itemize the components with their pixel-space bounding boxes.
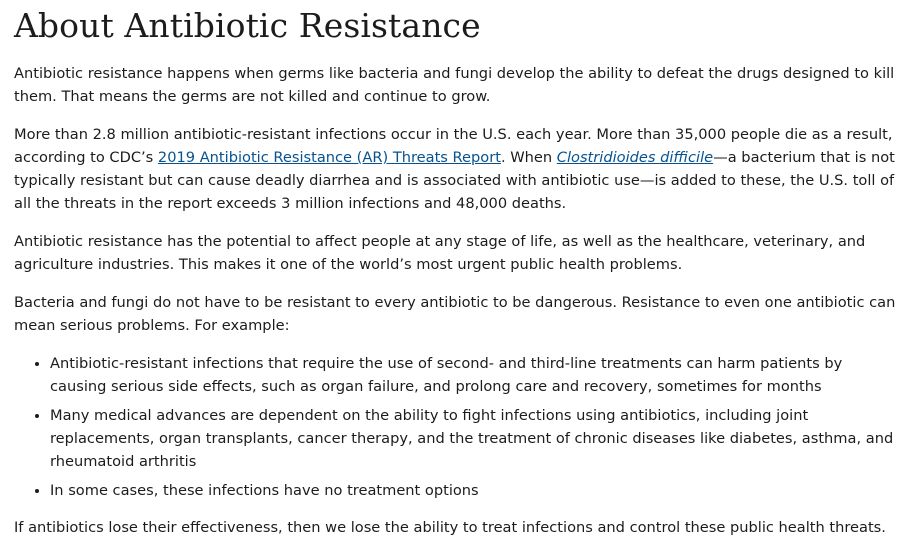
list-item: • Many medical advances are dependent on the ability to fight infections using antibiotics, including joint replacements, organ transplants, cancer therapy, and the treatment of chronic diseases like diabetes, asthma, and rheumatoid arthritis [50,404,896,473]
c-difficile-link[interactable]: Clostridioides difficile [556,149,714,166]
statistics-text-3: —a bacterium that is not typically resistant but can cause deadly diarrhea and is associated with antibiotic use—is added to these, the U.S. toll of all the threats in the report exceeds 3 million infections and 48,000 deaths. [14,149,895,212]
paragraph-definition: Antibiotic resistance happens when germs like bacteria and fungi develop the ability to defeat the drugs designed to kill them. That means the germs are not killed and continue to grow. [14,65,895,105]
page-title: About Antibiotic Resistance [14,6,481,45]
paragraph-impact: Antibiotic resistance has the potential to affect people at any stage of life, as well as the healthcare, veterinary, and agriculture industries. This makes it one of the world’s most urgent public health problems. [14,233,866,273]
paragraph-example-intro: Bacteria and fungi do not have to be resistant to every antibiotic to be dangerous. Resistance to even one antibiotic can mean serious problems. For example: [14,294,896,334]
examples-list [14,352,896,502]
paragraph-conclusion: If antibiotics lose their effectiveness, then we lose the ability to treat infections and control these public health threats. [14,519,886,536]
ar-threats-report-link[interactable]: 2019 Antibiotic Resistance (AR) Threats Report [157,149,501,166]
list-item: • In some cases, these infections have no treatment options [50,479,896,502]
paragraph-statistics [14,123,896,215]
list-item: • Antibiotic-resistant infections that require the use of second- and third-line treatments can harm patients by causing serious side effects, such as organ failure, and prolong care and recovery, sometimes for months [50,352,896,398]
statistics-text-2: . When [500,149,557,166]
statistics-text-1: More than 2.8 million antibiotic-resistant infections occur in the U.S. each year. More than 35,000 people die as a result, according to CDC’s [14,126,893,166]
